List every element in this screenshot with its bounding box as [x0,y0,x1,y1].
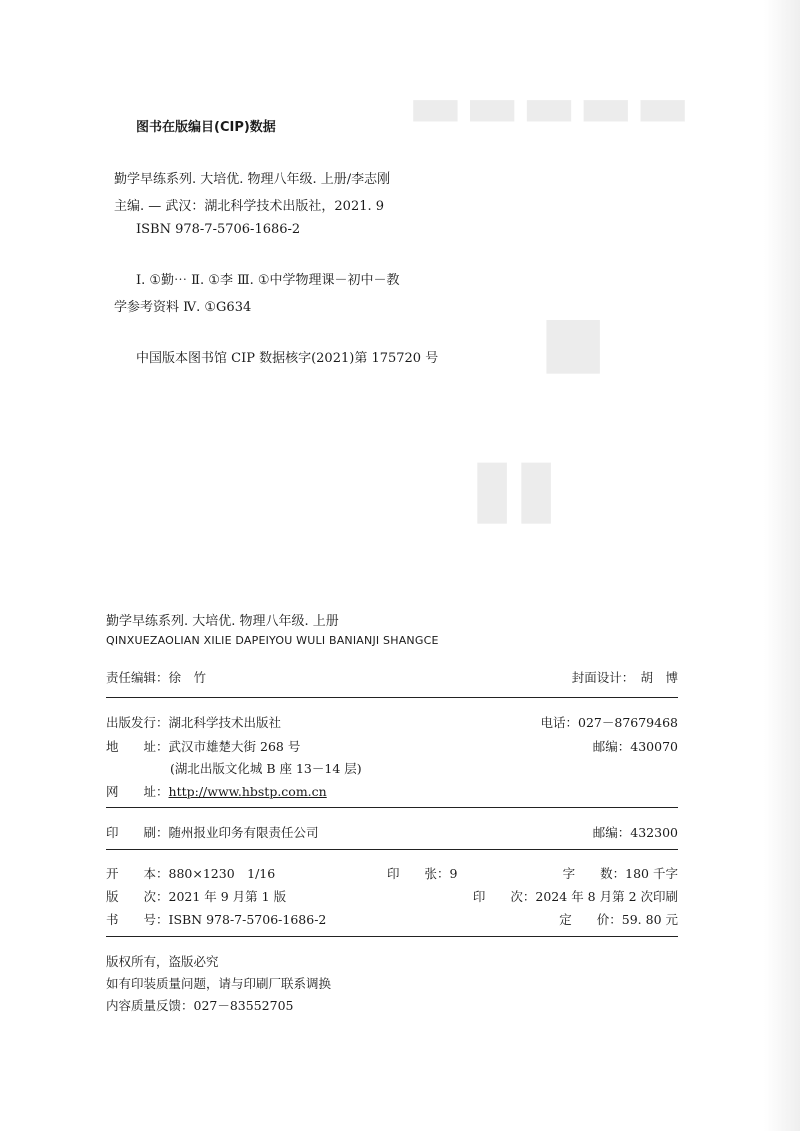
address-label: 地 址： [106,739,169,754]
bleed-through-mark: ▬▬▬▬▬ [408,72,692,140]
divider [106,849,678,850]
printed-sheets: 印 张：9 [387,866,458,881]
address: 武汉市雄楚大街 268 号 [168,739,301,754]
divider [106,807,678,808]
divider [106,936,678,937]
website-link[interactable]: http://www.hbstp.com.cn [168,784,327,799]
cip-line: 学参考资料 Ⅳ. ①G634 [114,300,252,315]
printer: 印 刷：随州报业印务有限责任公司 [106,825,319,840]
address-row [106,737,300,755]
responsible-editor: 责任编辑：徐 竹 [106,670,207,685]
edition: 版 次：2021 年 9 月第 1 版 [106,889,287,904]
website-row [106,782,327,800]
book-title: 勤学早练系列. 大培优. 物理八年级. 上册 [106,614,339,629]
cip-title: 图书在版编目(CIP)数据 [136,120,276,135]
bleed-through-mark: ▮▮ [470,440,559,533]
cip-line: Ⅰ. ①勤⋯ Ⅱ. ①李 Ⅲ. ①中学物理课－初中－教 [136,273,400,288]
bleed-through-mark: ■ [540,300,607,382]
publisher-postcode: 邮编：430070 [592,739,678,754]
publisher: 出版发行：湖北科学技术出版社 [106,715,282,730]
cover-designer: 封面设计： 胡 博 [571,670,678,685]
cip-line: 勤学早练系列. 大培优. 物理八年级. 上册/李志刚 [114,172,391,187]
cip-isbn: ISBN 978-7-5706-1686-2 [136,222,301,237]
website-label: 网 址： [106,784,169,799]
word-count: 字 数：180 千字 [562,866,678,881]
price: 定 价：59. 80 元 [559,912,678,927]
copyright-notice: 版权所有，盗版必究 [106,954,219,969]
book-format: 开 本：880×1230 1/16 [106,866,276,881]
cip-record-number: 中国版本图书馆 CIP 数据核字(2021)第 175720 号 [136,351,439,366]
feedback-phone: 内容质量反馈：027－83552705 [106,998,294,1013]
cip-line: 主编. — 武汉：湖北科学技术出版社，2021. 9 [114,199,385,214]
quality-notice: 如有印装质量问题，请与印刷厂联系调换 [106,976,332,991]
page-edge-shadow [764,0,800,1131]
printing: 印 次：2024 年 8 月第 2 次印刷 [472,889,678,904]
printer-postcode: 邮编：432300 [592,825,678,840]
publisher-phone: 电话：027－87679468 [540,715,678,730]
divider [106,697,678,698]
isbn: 书 号：ISBN 978-7-5706-1686-2 [106,912,327,927]
address-detail: (湖北出版文化城 B 座 13－14 层) [170,761,362,776]
book-title-pinyin: QINXUEZAOLIAN XILIE DAPEIYOU WULI BANIANJI SHANGCE [106,634,439,647]
